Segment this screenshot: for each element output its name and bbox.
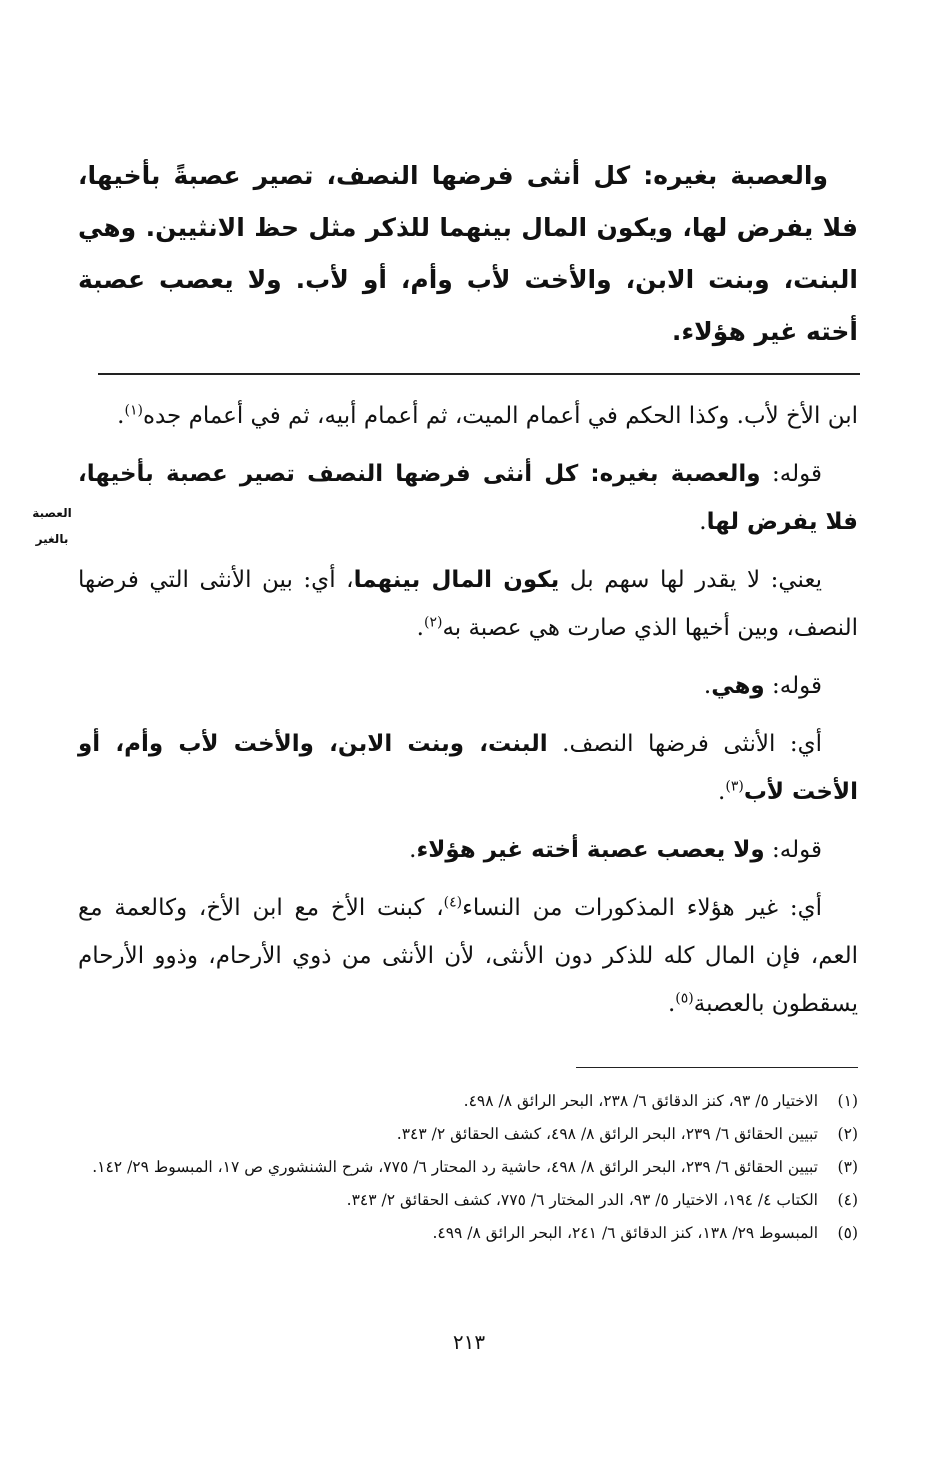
commentary-paragraph-7: أي: غير هؤلاء المذكورات من النساء$^{(٤)}$، كبنت الأخ مع ابن الأخ، وكالعمة مع العم، فإن المال كله للذكر دون الأنثى، لأن الأنثى من ذوي الأرحام، وذوو الأرحام يسقطون بالعصبة$^{(٥)}$. [78, 894, 858, 1017]
commentary-paragraph-6: قوله: ولا يعصب عصبة أخته غير هؤلاء. [409, 837, 822, 863]
footnote-number: (٥) [837, 1224, 858, 1242]
footnote-divider [576, 1067, 858, 1068]
quoted-matn: ولا يعصب عصبة أخته غير هؤلاء [416, 837, 765, 863]
footnote-text: المبسوط ٢٩/ ١٣٨، كنز الدقائق ٦/ ٢٤١، البحر الرائق ٨/ ٤٩٩. [432, 1224, 818, 1242]
margin-note-line-2: بالغير [35, 532, 69, 546]
margin-note [20, 500, 84, 552]
footnote [78, 1217, 858, 1250]
commentary-block [78, 392, 858, 1038]
commentary-paragraph-3: يعني: لا يقدر لها سهم بل يكون المال بينهما، أي: بين الأنثى التي فرضها النصف، وبين أخيها الذي صارت هي عصبة به$^{(٢)}$. [78, 567, 858, 641]
footnote-ref-4: (٤) [443, 894, 463, 911]
footnote-number: (٢) [837, 1125, 858, 1143]
main-text: والعصبة بغيره: كل أنثى فرضها النصف، تصير عصبةً بأخيها، فلا يفرض لها، ويكون المال بينهما للذكر مثل حظ الانثيين. وهي البنت، وبنت الابن، والأخت لأب وأم، أو لأب. ولا يعصب عصبة أخته غير هؤلاء. [78, 161, 858, 346]
quoted-matn: والعصبة بغيره: كل أنثى فرضها النصف تصير عصبة بأخيها، فلا يفرض لها [78, 461, 858, 535]
footnote-number: (١) [837, 1092, 858, 1110]
footnote-ref-2: (٢) [423, 614, 443, 631]
footnote-text: الكتاب ٤/ ١٩٤، الاختيار ٥/ ٩٣، الدر المختار ٦/ ٧٧٥، كشف الحقائق ٢/ ٣٤٣. [346, 1191, 818, 1209]
commentary-paragraph-4: قوله: وهي. [703, 673, 822, 699]
main-text-divider [98, 373, 860, 375]
quoted-matn: البنت، وبنت الابن، والأخت لأب وأم، أو الأخت لأب [78, 731, 858, 805]
footnote-ref-5: (٥) [675, 990, 694, 1007]
footnote-text: تبيين الحقائق ٦/ ٢٣٩، البحر الرائق ٨/ ٤٩٨، حاشية رد المحتار ٦/ ٧٧٥، شرح الشنشوري ص ١٧، المبسوط ٢٩/ ١٤٢. [92, 1158, 818, 1176]
footnote [78, 1085, 858, 1118]
footnote [78, 1118, 858, 1151]
footnote [78, 1184, 858, 1217]
main-text-block [78, 150, 858, 358]
quoted-matn: يكون المال بينهما [353, 567, 560, 593]
footnote-ref-1: (١) [124, 402, 143, 419]
footnote-text: الاختيار ٥/ ٩٣، كنز الدقائق ٦/ ٢٣٨، البحر الرائق ٨/ ٤٩٨. [463, 1092, 818, 1110]
commentary-paragraph-5: أي: الأنثى فرضها النصف. البنت، وبنت الابن، والأخت لأب وأم، أو الأخت لأب$^{(٣)}$. [78, 731, 858, 805]
footnote-ref-3: (٣) [725, 778, 744, 795]
footnote-number: (٣) [837, 1158, 858, 1176]
footnotes-block [78, 1085, 858, 1250]
footnote-text: تبيين الحقائق ٦/ ٢٣٩، البحر الرائق ٨/ ٤٩٨، كشف الحقائق ٢/ ٣٤٣. [396, 1125, 818, 1143]
commentary-paragraph-1: ابن الأخ لأب. وكذا الحكم في أعمام الميت، ثم أعمام أبيه، ثم في أعمام جده$^{(١)}$. [117, 402, 858, 429]
footnote [78, 1151, 858, 1184]
commentary-paragraph-2: قوله: والعصبة بغيره: كل أنثى فرضها النصف تصير عصبة بأخيها، فلا يفرض لها. [78, 461, 858, 535]
footnote-number: (٤) [837, 1191, 858, 1209]
margin-note-line-1: العصبة [32, 506, 72, 520]
page-number: ٢١٣ [452, 1330, 486, 1354]
quoted-matn: وهي [711, 673, 765, 699]
